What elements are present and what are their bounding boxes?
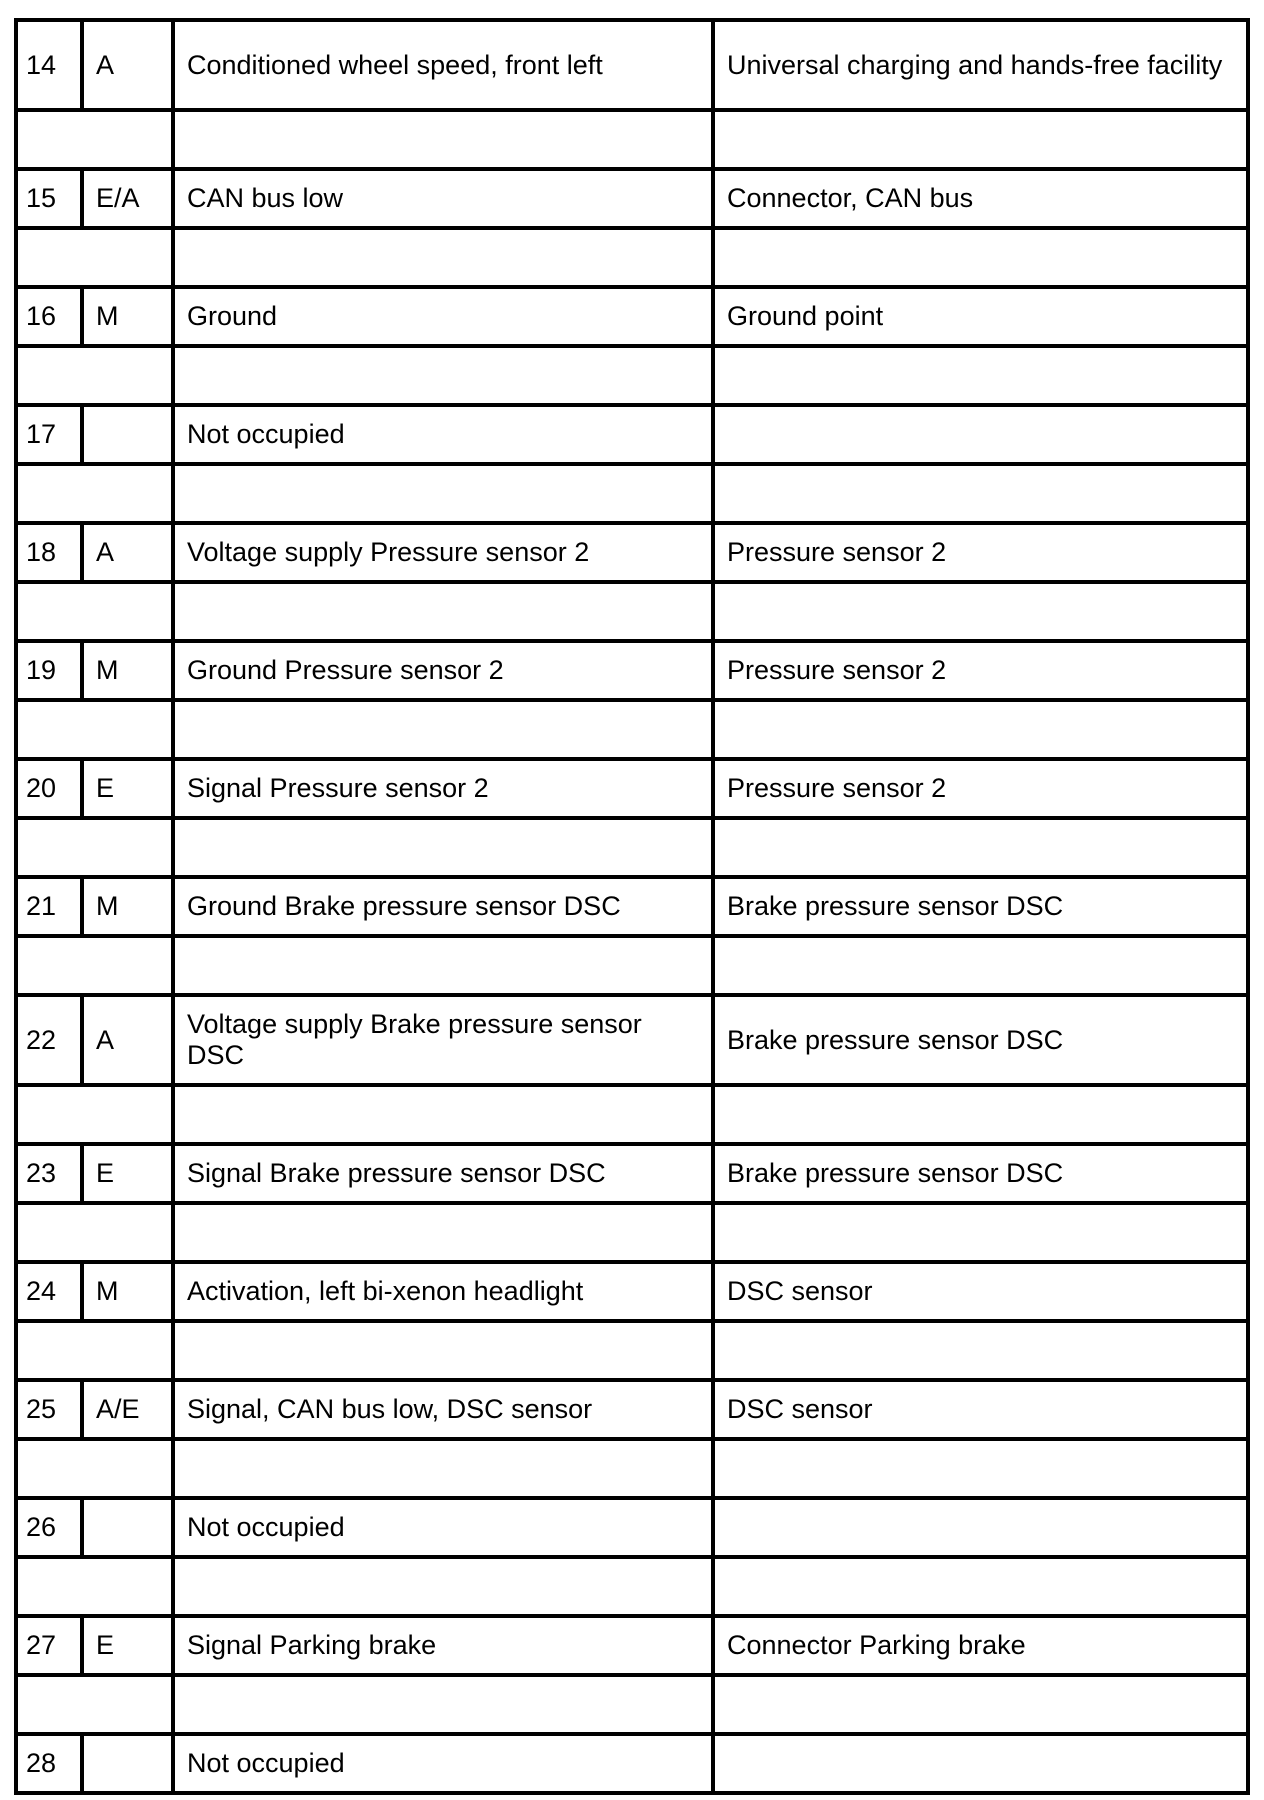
spacer-cell [173,818,713,877]
spacer-cell [173,1321,713,1380]
table-row [16,1380,1248,1439]
component-cell: Ground point [713,287,1248,346]
spacer-cell [16,1439,173,1498]
signal-type-cell [82,1498,173,1557]
description-cell: Voltage supply Pressure sensor 2 [173,523,713,582]
spacer-cell [713,582,1248,641]
spacer-cell [713,1203,1248,1262]
spacer-cell [16,818,173,877]
spacer-cell [713,1321,1248,1380]
spacer-cell [173,1085,713,1144]
spacer-cell [713,1557,1248,1616]
description-cell: Conditioned wheel speed, front left [173,20,713,110]
spacer-row [16,1439,1248,1498]
signal-type-cell: M [82,641,173,700]
spacer-row [16,1557,1248,1616]
spacer-cell [713,1085,1248,1144]
spacer-cell [173,110,713,169]
spacer-cell [713,110,1248,169]
spacer-row [16,1321,1248,1380]
spacer-cell [173,1203,713,1262]
spacer-row [16,1675,1248,1734]
description-cell: Signal, CAN bus low, DSC sensor [173,1380,713,1439]
spacer-cell [713,464,1248,523]
table-row [16,641,1248,700]
signal-type-cell [82,1734,173,1793]
spacer-cell [713,700,1248,759]
signal-type-cell: M [82,287,173,346]
pin-number-cell: 18 [16,523,82,582]
spacer-cell [173,228,713,287]
spacer-cell [713,818,1248,877]
component-cell: Pressure sensor 2 [713,759,1248,818]
spacer-row [16,582,1248,641]
spacer-cell [16,936,173,995]
pin-number-cell: 24 [16,1262,82,1321]
table-row [16,1616,1248,1675]
pin-number-cell: 16 [16,287,82,346]
pin-number-cell: 26 [16,1498,82,1557]
spacer-cell [16,1085,173,1144]
pin-assignment-body [16,20,1248,1793]
table-row [16,1144,1248,1203]
spacer-cell [173,1439,713,1498]
table-row [16,20,1248,110]
table-row [16,995,1248,1085]
description-cell: Signal Parking brake [173,1616,713,1675]
signal-type-cell: A/E [82,1380,173,1439]
table-row [16,287,1248,346]
description-cell: Ground Pressure sensor 2 [173,641,713,700]
pin-number-cell: 25 [16,1380,82,1439]
component-cell: Pressure sensor 2 [713,641,1248,700]
spacer-cell [16,110,173,169]
spacer-cell [173,346,713,405]
spacer-cell [713,1439,1248,1498]
spacer-row [16,1203,1248,1262]
pin-number-cell: 20 [16,759,82,818]
description-cell: Not occupied [173,1734,713,1793]
signal-type-cell: M [82,877,173,936]
component-cell: Connector Parking brake [713,1616,1248,1675]
spacer-cell [173,936,713,995]
table-row [16,523,1248,582]
spacer-cell [173,582,713,641]
pin-number-cell: 22 [16,995,82,1085]
pin-number-cell: 17 [16,405,82,464]
spacer-row [16,228,1248,287]
signal-type-cell: E [82,759,173,818]
spacer-row [16,936,1248,995]
spacer-row [16,1085,1248,1144]
table-row [16,169,1248,228]
pin-number-cell: 27 [16,1616,82,1675]
spacer-cell [16,464,173,523]
description-cell: Activation, left bi-xenon headlight [173,1262,713,1321]
component-cell: Brake pressure sensor DSC [713,1144,1248,1203]
component-cell: DSC sensor [713,1262,1248,1321]
component-cell [713,405,1248,464]
description-cell: Not occupied [173,1498,713,1557]
signal-type-cell: A [82,995,173,1085]
table-row [16,877,1248,936]
spacer-cell [16,1557,173,1616]
signal-type-cell: E/A [82,169,173,228]
table-row [16,1498,1248,1557]
spacer-cell [173,700,713,759]
table-row [16,1734,1248,1793]
description-cell: Not occupied [173,405,713,464]
spacer-cell [16,1675,173,1734]
spacer-cell [713,228,1248,287]
description-cell: Signal Pressure sensor 2 [173,759,713,818]
component-cell [713,1734,1248,1793]
spacer-cell [173,1557,713,1616]
pin-number-cell: 19 [16,641,82,700]
component-cell: Connector, CAN bus [713,169,1248,228]
spacer-row [16,818,1248,877]
component-cell [713,1498,1248,1557]
pin-assignment-table [14,18,1250,1795]
signal-type-cell: A [82,20,173,110]
spacer-cell [16,582,173,641]
component-cell: Universal charging and hands-free facility [713,20,1248,110]
pin-number-cell: 23 [16,1144,82,1203]
spacer-cell [16,228,173,287]
component-cell: Pressure sensor 2 [713,523,1248,582]
component-cell: Brake pressure sensor DSC [713,877,1248,936]
spacer-cell [713,936,1248,995]
description-cell: Ground [173,287,713,346]
spacer-cell [16,346,173,405]
description-cell: Ground Brake pressure sensor DSC [173,877,713,936]
signal-type-cell: E [82,1616,173,1675]
spacer-cell [173,464,713,523]
pin-number-cell: 15 [16,169,82,228]
pin-number-cell: 14 [16,20,82,110]
spacer-cell [713,346,1248,405]
spacer-row [16,346,1248,405]
spacer-cell [713,1675,1248,1734]
pin-number-cell: 21 [16,877,82,936]
signal-type-cell: M [82,1262,173,1321]
description-cell: CAN bus low [173,169,713,228]
signal-type-cell: E [82,1144,173,1203]
spacer-cell [16,700,173,759]
table-row [16,1262,1248,1321]
spacer-cell [16,1203,173,1262]
description-cell: Signal Brake pressure sensor DSC [173,1144,713,1203]
component-cell: Brake pressure sensor DSC [713,995,1248,1085]
component-cell: DSC sensor [713,1380,1248,1439]
table-row [16,759,1248,818]
spacer-row [16,110,1248,169]
signal-type-cell [82,405,173,464]
spacer-row [16,464,1248,523]
pin-number-cell: 28 [16,1734,82,1793]
spacer-cell [16,1321,173,1380]
spacer-row [16,700,1248,759]
description-cell: Voltage supply Brake pressure sensor DSC [173,995,713,1085]
table-row [16,405,1248,464]
spacer-cell [173,1675,713,1734]
signal-type-cell: A [82,523,173,582]
